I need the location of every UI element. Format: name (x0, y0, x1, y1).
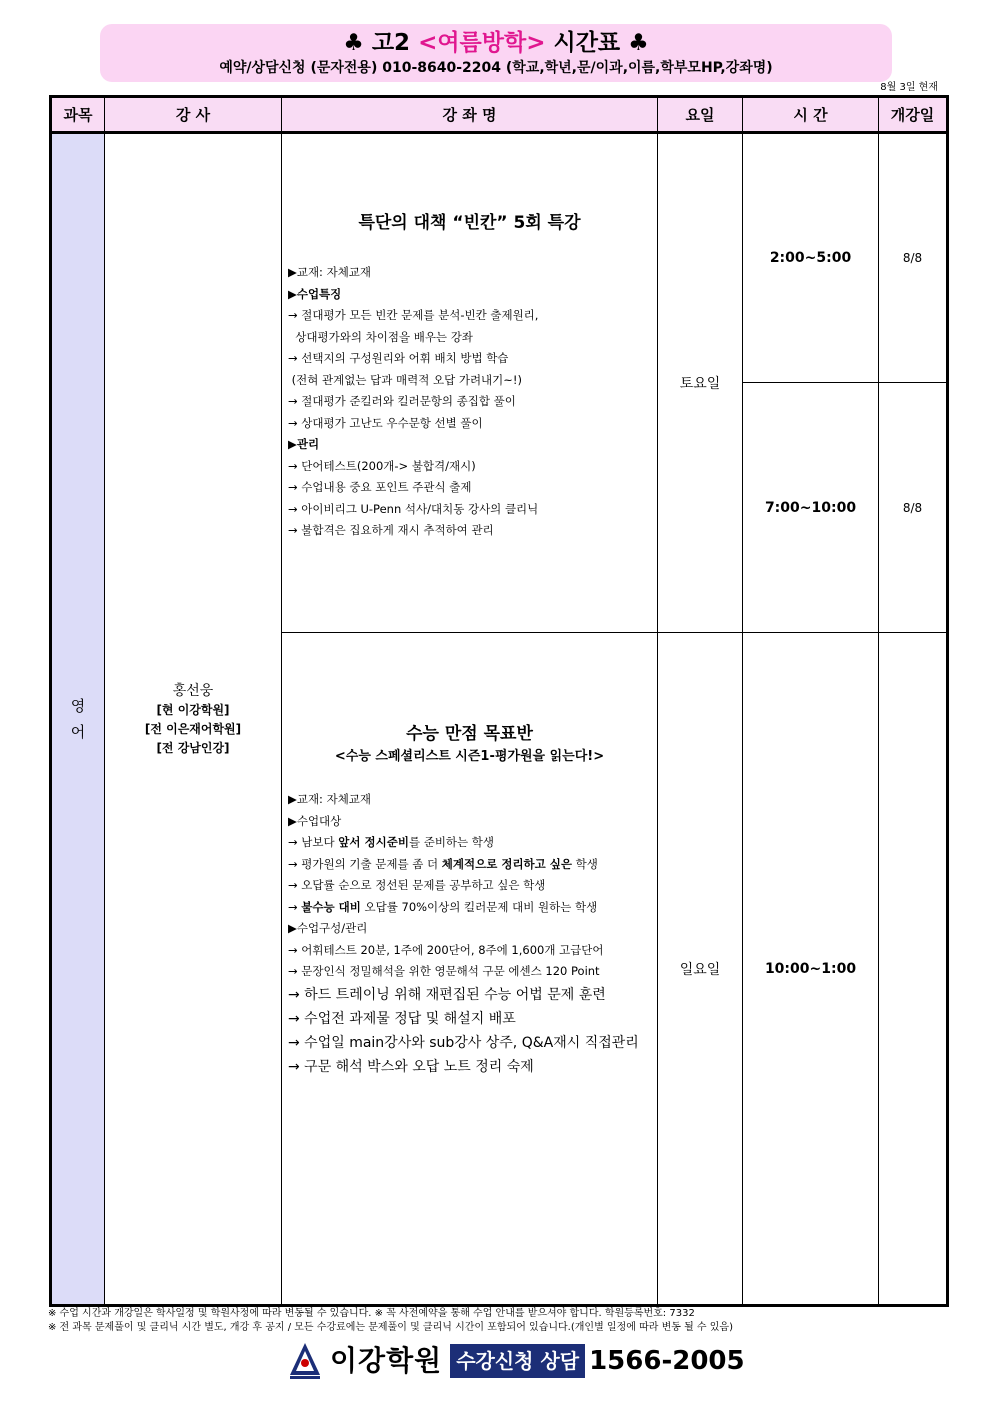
time-cell: 2:00~5:00 (743, 133, 879, 383)
title-banner (100, 24, 892, 82)
day-cell: 일요일 (658, 633, 743, 1306)
course-cell-1 (282, 133, 658, 633)
course-line: (전혀 관계없는 답과 매력적 오답 가려내기~!) (288, 372, 523, 387)
title-highlight: <여름방학> (418, 30, 546, 56)
time-cell: 7:00~10:00 (743, 383, 879, 633)
subject-label: 영 어 (70, 697, 86, 741)
course-line: → 불합격은 집요하게 재시 추적하여 관리 (288, 523, 494, 537)
academy-name: 이강학원 (330, 1344, 443, 1377)
course-line: → 하드 트레이닝 위해 재편집된 수능 어법 문제 훈련 (288, 986, 606, 1003)
course-line: ▶교재: 자체교재 (288, 265, 372, 279)
course-description (288, 262, 651, 542)
start-date-cell: 8/8 (879, 133, 948, 383)
course-subtitle: <수능 스페셜리스트 시즌1-평가원을 읽는다!> (334, 749, 605, 764)
course-line: → 어휘테스트 20분, 1주에 200단어, 8주에 1,600개 고급단어 (288, 942, 604, 957)
title-prefix: ♣ 고2 (343, 30, 419, 56)
teacher-career: [현 이강학원] (156, 702, 230, 717)
table-row (51, 133, 948, 383)
teacher-cell (105, 133, 282, 1306)
phone-number: 1566-2005 (589, 1346, 745, 1376)
header-subject: 과목 (51, 97, 105, 133)
course-line: → 아이비리그 U-Penn 석사/대치동 강사의 클리닉 (288, 501, 539, 516)
course-line: ▶교재: 자체교재 (288, 792, 372, 806)
header-time: 시 간 (743, 97, 879, 133)
header-teacher: 강 사 (105, 97, 282, 133)
start-date-cell (879, 633, 948, 1306)
page-title (100, 24, 892, 58)
course-line: ▶수업대상 (288, 813, 342, 828)
course-line: → 절대평가 준킬러와 킬러문항의 종집합 풀이 (288, 394, 516, 408)
footnote: ※ 수업 시간과 개강일은 학사일정 및 학원사정에 따라 변동될 수 있습니다. ※ 꼭 사전예약을 통해 수업 안내를 받으셔야 합니다. 학원등록번호: 7332 (48, 1308, 695, 1319)
course-description (288, 789, 651, 1079)
subject-cell (51, 133, 105, 1306)
day-cell: 토요일 (658, 133, 743, 633)
course-line: → 수업전 과제물 정답 및 해설지 배포 (288, 1010, 516, 1027)
header-course: 강 좌 명 (282, 97, 658, 133)
course-line: → 문장인식 정밀해석을 위한 영문해석 구문 에센스 120 Point (288, 964, 600, 978)
header-day: 요일 (658, 97, 743, 133)
course-line: → 구문 해석 박스와 오답 노트 정리 숙제 (288, 1058, 534, 1075)
footnote: ※ 전 과목 문제풀이 및 클리닉 시간 별도, 개강 후 공지 / 모든 수강료에는 문제풀이 및 클리닉 시간이 포함되어 있습니다.(개인별 일정에 따라 변동 될 수 있음) (48, 1322, 733, 1333)
as-of-date: 8월 3일 현재 (880, 82, 938, 93)
header-row (51, 97, 948, 133)
course-line: → 평가원의 기출 문제를 좀 더 체계적으로 정리하고 싶은 학생 (288, 856, 598, 871)
course-line: → 수업일 main강사와 sub강사 상주, Q&A재시 직접관리 (288, 1034, 639, 1051)
title-suffix: 시간표 ♣ (545, 30, 649, 56)
course-line: ▶수업특징 (288, 286, 342, 301)
teacher-career: [전 이은재어학원] (144, 721, 242, 736)
academy-logo (286, 1340, 745, 1382)
course-line: → 남보다 앞서 정시준비를 준비하는 학생 (288, 835, 495, 849)
course-title: 특단의 대책 “빈칸” 5회 특강 (358, 213, 581, 233)
schedule-table (49, 95, 949, 1307)
course-line: ▶관리 (288, 437, 320, 451)
course-cell-2 (282, 633, 658, 1306)
course-title: 수능 만점 목표반 (406, 724, 533, 744)
course-line: → 선택지의 구성원리와 어휘 배치 방법 학습 (288, 351, 509, 365)
course-line: ▶수업구성/관리 (288, 921, 368, 935)
course-line: → 불수능 대비 오답률 70%이상의 킬러문제 대비 원하는 학생 (288, 899, 598, 914)
time-cell: 10:00~1:00 (743, 633, 879, 1306)
header-start-date: 개강일 (879, 97, 948, 133)
teacher-career: [전 강남인강] (156, 740, 230, 755)
academy-emblem-icon (286, 1341, 324, 1381)
course-line: → 오답률 순으로 정선된 문제를 공부하고 싶은 학생 (288, 878, 546, 892)
course-line: → 단어테스트(200개-> 불합격/재시) (288, 458, 476, 473)
start-date-cell: 8/8 (879, 383, 948, 633)
course-line: → 상대평가 고난도 우수문항 선별 풀이 (288, 415, 483, 430)
course-line: 상대평가와의 차이점을 배우는 강좌 (288, 329, 473, 344)
contact-subtitle: 예약/상담신청 (문자전용) 010-8640-2204 (학교,학년,문/이과,이름,학부모HP,강좌명) (219, 60, 773, 76)
course-line: → 절대평가 모든 빈칸 문제를 분석-빈칸 출제원리, (288, 308, 539, 322)
teacher-name: 홍선웅 (172, 682, 214, 699)
enroll-badge: 수강신청 상담 (450, 1344, 585, 1378)
course-line: → 수업내용 중요 포인트 주관식 출제 (288, 480, 472, 494)
